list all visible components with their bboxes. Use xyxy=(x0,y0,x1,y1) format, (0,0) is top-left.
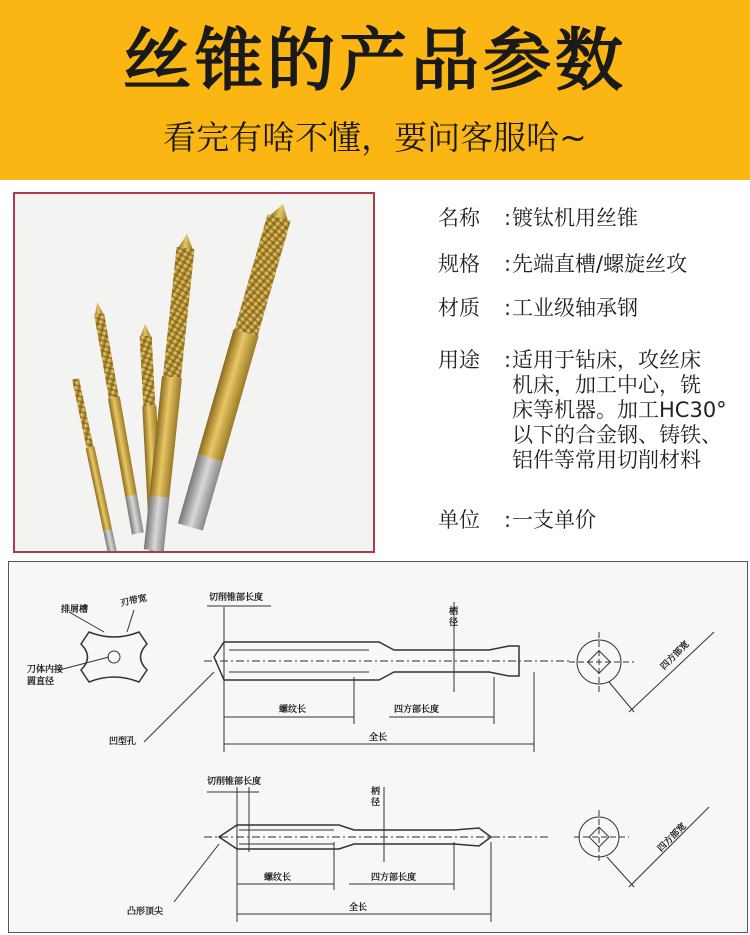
label-overall-length-2: 全长 xyxy=(349,903,368,913)
label-convex-tip: 凸形顶尖 xyxy=(127,907,164,917)
upper-square-view xyxy=(569,632,714,712)
param-spec-value: 先端直槽/螺旋丝攻 xyxy=(512,252,688,276)
param-unit-label: 单位 xyxy=(438,508,480,532)
param-spec-label: 规格 xyxy=(438,252,480,276)
cross-section xyxy=(59,610,147,682)
label-thread-length: 螺纹长 xyxy=(279,705,307,715)
lower-square-view xyxy=(574,807,709,887)
param-name-label: 名称 xyxy=(438,206,480,230)
param-colon: : xyxy=(504,508,512,532)
param-material xyxy=(438,296,638,321)
param-colon: : xyxy=(504,348,512,372)
label-square-length-2: 四方部长度 xyxy=(371,873,417,883)
param-usage-value xyxy=(512,348,727,473)
label-shank-1: 柄 xyxy=(449,607,459,617)
tap-dimension-drawing xyxy=(9,562,747,932)
page-subtitle: 看完有啥不懂，要问客服哈~ xyxy=(163,118,587,157)
usage-line: 机床，加工中心，铣 xyxy=(512,373,701,397)
lower-tap-drawing xyxy=(174,787,549,922)
param-name-value: 镀钛机用丝锥 xyxy=(512,206,638,230)
param-spec xyxy=(438,252,687,277)
label-shank-1b: 柄 xyxy=(371,787,381,797)
param-usage-label: 用途 xyxy=(438,348,480,372)
param-unit-value: 一支单价 xyxy=(512,508,596,532)
param-usage xyxy=(438,348,727,473)
label-thread-length-2: 螺纹长 xyxy=(264,873,292,883)
param-colon: : xyxy=(504,252,512,276)
param-unit xyxy=(438,508,596,533)
header-banner xyxy=(0,0,750,180)
usage-line: 床等机器。加工HC30° xyxy=(512,398,727,422)
upper-tap-drawing xyxy=(144,602,569,752)
label-shank-2: 径 xyxy=(449,618,459,628)
product-photo xyxy=(13,192,375,553)
param-colon: : xyxy=(504,296,512,320)
technical-diagram xyxy=(8,561,748,933)
usage-line: 铝件等常用切削材料 xyxy=(512,448,701,472)
label-square-length: 四方部长度 xyxy=(394,705,440,715)
label-shank-2b: 径 xyxy=(371,798,381,808)
param-material-value: 工业级轴承钢 xyxy=(512,296,638,320)
param-colon: : xyxy=(504,206,512,230)
label-chip-groove: 排屑槽 xyxy=(61,605,89,615)
taps-illustration xyxy=(15,194,373,551)
label-chamfer-length: 切削锥部长度 xyxy=(209,593,264,603)
label-core-circle-2: 圆直径 xyxy=(27,677,55,687)
label-concave-hole: 凹型孔 xyxy=(109,737,137,747)
param-material-label: 材质 xyxy=(438,296,480,320)
label-square-width: 四方部宽 xyxy=(659,639,692,673)
param-name xyxy=(438,206,638,231)
label-chamfer-length-2: 切削锥部长度 xyxy=(207,777,262,787)
label-square-width-2: 四方部宽 xyxy=(656,821,689,855)
usage-line: 以下的合金钢、铸铁、 xyxy=(512,423,722,447)
label-overall-length: 全长 xyxy=(369,733,388,743)
label-land-width: 刃带宽 xyxy=(119,593,149,609)
page-title: 丝锥的产品参数 xyxy=(122,22,627,101)
label-core-circle: 刀体内接 xyxy=(27,665,64,675)
usage-line: 适用于钻床，攻丝床 xyxy=(512,348,701,372)
